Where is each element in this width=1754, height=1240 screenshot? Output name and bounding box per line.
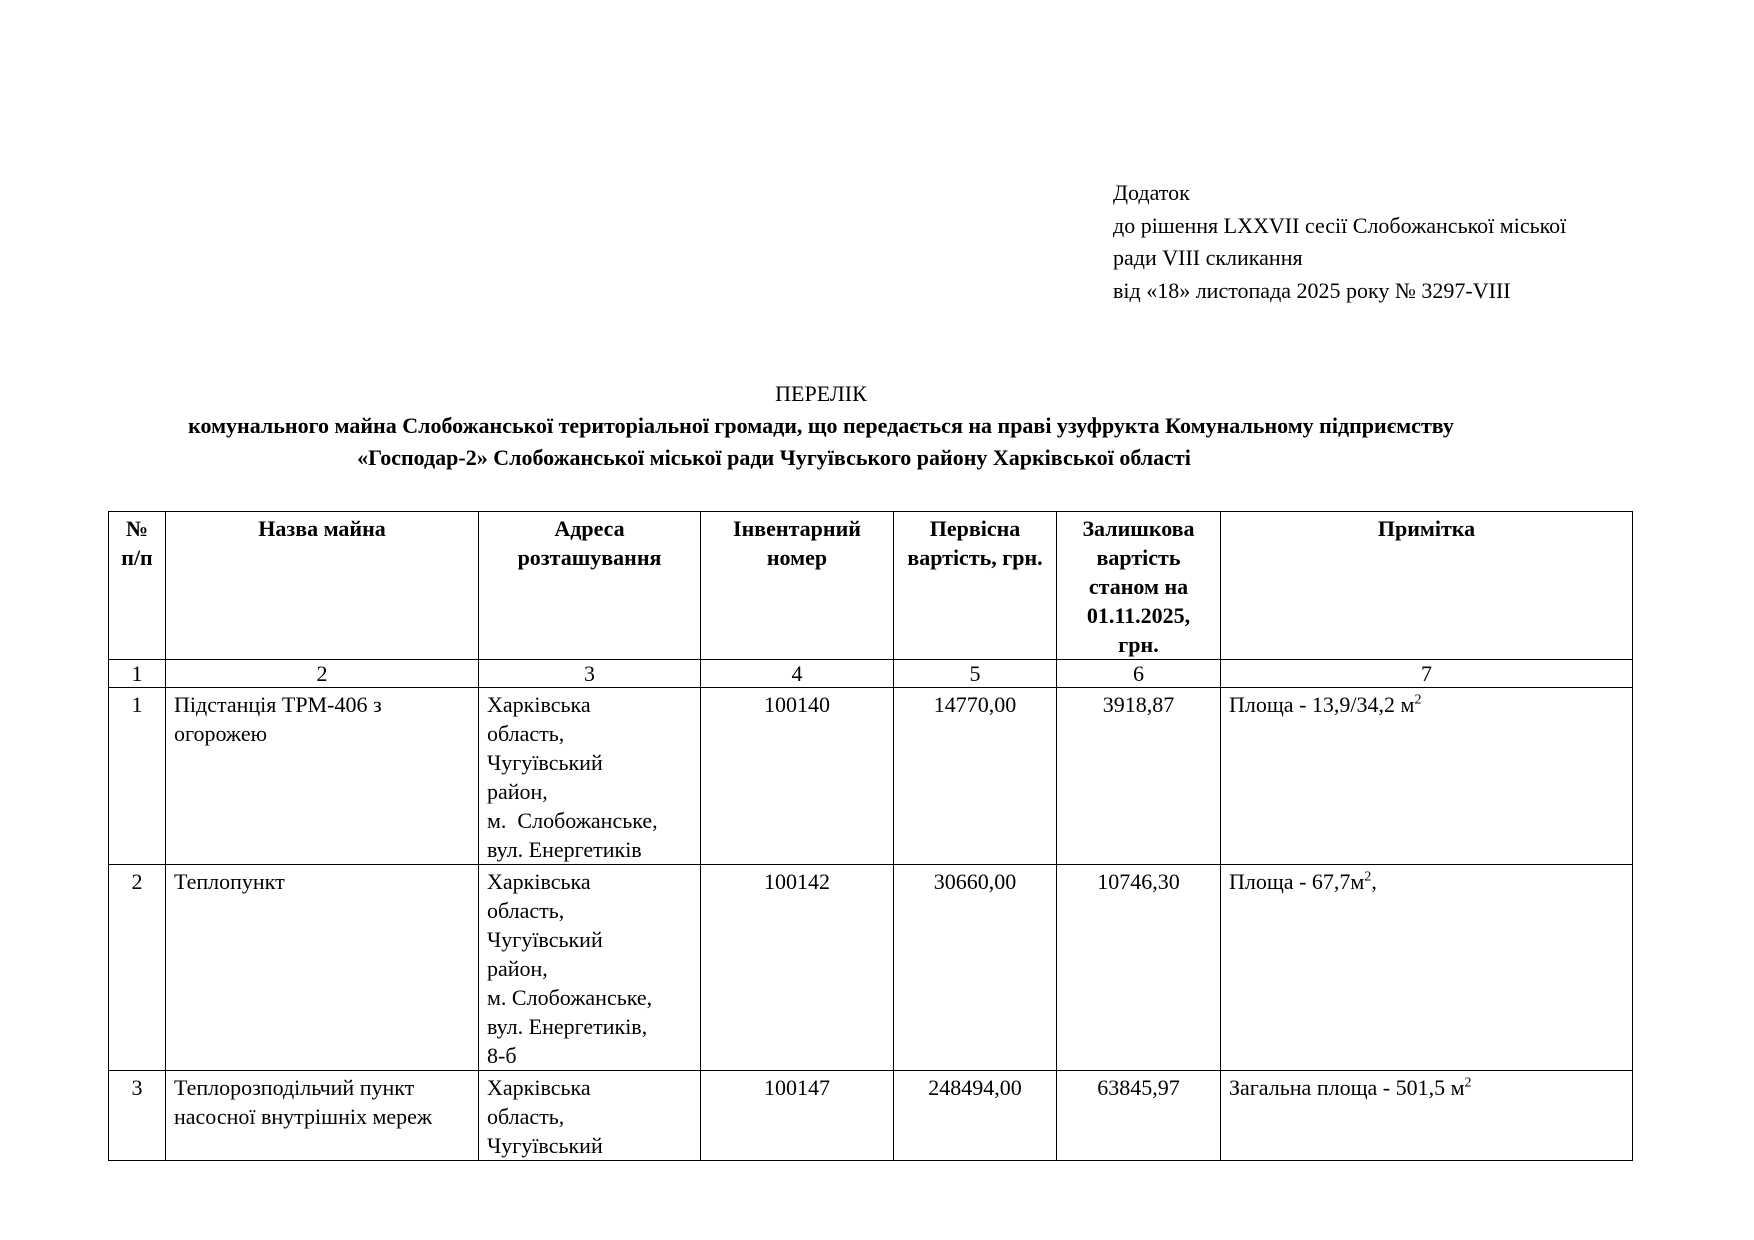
initial-cost: 30660,00 (894, 865, 1057, 1071)
note-text: Площа - 13,9/34,2 м (1229, 692, 1415, 717)
address-line: вул. Енергетиків, (487, 1014, 648, 1039)
table-row (109, 865, 1633, 1071)
initial-cost: 248494,00 (894, 1071, 1057, 1161)
property-address (479, 1071, 701, 1161)
address-line: район, (487, 956, 548, 981)
address-line: Харківська (487, 1075, 591, 1100)
note (1221, 865, 1633, 1071)
residual-cost: 3918,87 (1057, 688, 1221, 865)
property-address (479, 688, 701, 865)
column-number: 7 (1221, 660, 1633, 688)
note-text: Загальна площа - 501,5 м (1229, 1075, 1465, 1100)
table-row (109, 1071, 1633, 1161)
column-number: 5 (894, 660, 1057, 688)
address-line: Харківська (487, 869, 591, 894)
column-number: 3 (479, 660, 701, 688)
header-residual-cost: Залишкова вартість станом на 01.11.2025, грн. (1057, 512, 1221, 660)
row-number: 2 (109, 865, 166, 1071)
address-line: м. Слобожанське, (487, 985, 653, 1010)
inventory-number: 100147 (701, 1071, 894, 1161)
inventory-number: 100140 (701, 688, 894, 865)
address-line: Чугуївський (487, 1133, 603, 1158)
annex-block (1113, 177, 1566, 307)
header-initial-cost: Первісна вартість, грн. (894, 512, 1057, 660)
note (1221, 688, 1633, 865)
property-name: Підстанція ТРМ-406 з огорожею (166, 688, 479, 865)
note-superscript: 2 (1364, 869, 1372, 885)
address-line: область, (487, 898, 565, 923)
address-line: область, (487, 721, 565, 746)
address-line: Чугуївський (487, 927, 603, 952)
address-line: район, (487, 779, 548, 804)
column-number: 1 (109, 660, 166, 688)
address-line: вул. Енергетиків (487, 837, 642, 862)
address-line: область, (487, 1104, 565, 1129)
column-number: 6 (1057, 660, 1221, 688)
row-number: 3 (109, 1071, 166, 1161)
property-table (108, 511, 1633, 1161)
initial-cost: 14770,00 (894, 688, 1057, 865)
note-tail: , (1371, 869, 1377, 894)
annex-line-3: ради VIII скликання (1113, 245, 1303, 270)
property-name: Теплопункт (166, 865, 479, 1071)
note-superscript: 2 (1414, 692, 1422, 708)
note-text: Площа - 67,7м (1229, 869, 1365, 894)
document-subtitle-line-2: «Господар-2» Слобожанської міської ради Чугуївського району Харківської області (357, 445, 1191, 470)
header-inventory: Інвентарний номер (701, 512, 894, 660)
note (1221, 1071, 1633, 1161)
annex-line-1: Додаток (1113, 180, 1190, 205)
residual-cost: 10746,30 (1057, 865, 1221, 1071)
column-number: 2 (166, 660, 479, 688)
address-line: Чугуївський (487, 750, 603, 775)
document-heading (150, 378, 1492, 474)
annex-line-2: до рішення LXXVII сесії Слобожанської міської (1113, 212, 1567, 238)
header-note: Примітка (1221, 512, 1633, 660)
document-title: ПЕРЕЛІК (775, 381, 867, 406)
column-number: 4 (701, 660, 894, 688)
property-name: Теплорозподільчий пункт насосної внутрішніх мереж (166, 1071, 479, 1161)
row-number: 1 (109, 688, 166, 865)
header-name: Назва майна (166, 512, 479, 660)
residual-cost: 63845,97 (1057, 1071, 1221, 1161)
address-line: м. Слобожанське, (487, 808, 658, 833)
address-line: Харківська (487, 692, 591, 717)
inventory-number: 100142 (701, 865, 894, 1071)
address-line: 8-б (487, 1043, 517, 1068)
header-number: № п/п (109, 512, 166, 660)
column-number-row (109, 660, 1633, 688)
table-row (109, 688, 1633, 865)
table-header-row (109, 512, 1633, 660)
note-superscript: 2 (1464, 1075, 1472, 1091)
header-address: Адреса розташування (479, 512, 701, 660)
property-address (479, 865, 701, 1071)
annex-line-4: від «18» листопада 2025 року № 3297-VIII (1113, 277, 1511, 303)
document-subtitle-line-1: комунального майна Слобожанської територіальної громади, що передається на праві узуфрукта Комунальному підприємству (188, 413, 1454, 438)
